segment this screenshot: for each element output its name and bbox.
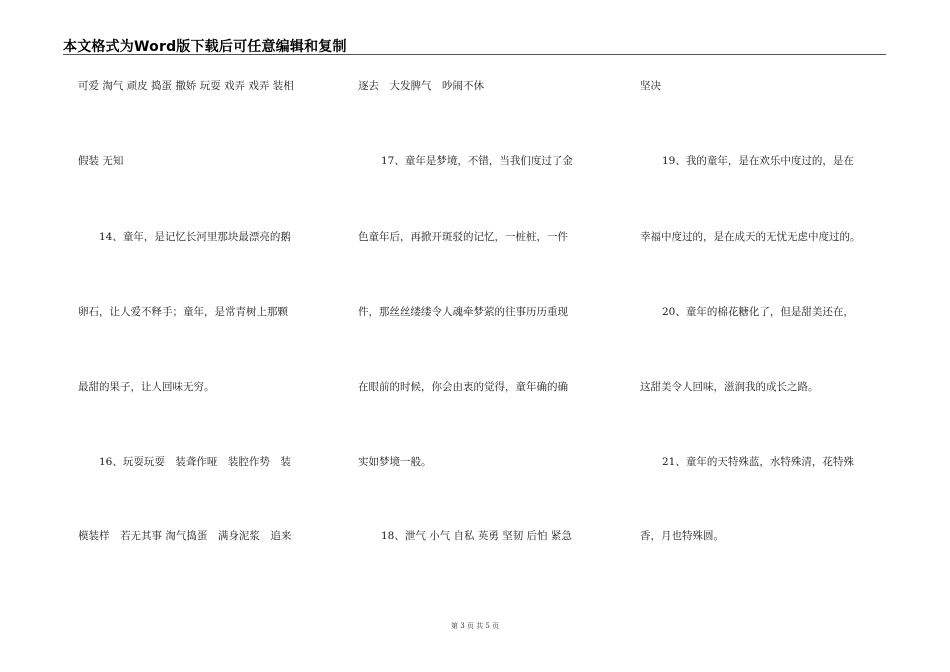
text-line: 21、童年的天特殊蓝，水特殊清，花特殊 bbox=[662, 456, 854, 468]
text-line: 坚决 bbox=[640, 80, 661, 92]
text-line: 14、童年，是记忆长河里那块最漂亮的鹅 bbox=[99, 231, 291, 243]
text-line: 这甜美令人回味，滋润我的成长之路。 bbox=[640, 381, 819, 393]
text-line: 色童年后，再掀开斑驳的记忆，一桩桩，一件 bbox=[358, 231, 568, 243]
text-line: 可爱 淘气 顽皮 捣蛋 撒娇 玩耍 戏弄 戏弄 装相 bbox=[78, 80, 294, 92]
text-line: 幸福中度过的，是在成天的无忧无虑中度过的。 bbox=[640, 231, 861, 243]
document-header-title: 本文格式为Word版下载后可任意编辑和复制 bbox=[63, 39, 347, 55]
page-number: 第 3 页 共 5 页 bbox=[450, 622, 500, 630]
text-line: 在眼前的时候，你会由衷的觉得，童年确的确 bbox=[358, 381, 568, 393]
text-line: 假装 无知 bbox=[78, 155, 124, 167]
text-line: 17、童年是梦境，不错，当我们度过了金 bbox=[381, 155, 573, 167]
text-line: 逐去 大发脾气 吵闹不休 bbox=[358, 80, 484, 92]
text-line: 20、童年的棉花糖化了，但是甜美还在， bbox=[662, 306, 854, 318]
text-line: 卵石，让人爱不释手；童年，是常青树上那颗 bbox=[78, 306, 288, 318]
text-line: 18、泄气 小气 自私 英勇 坚韧 后怕 紧急 bbox=[381, 530, 572, 542]
text-line: 香，月也特殊圆。 bbox=[640, 530, 724, 542]
text-line: 19、我的童年，是在欢乐中度过的，是在 bbox=[662, 155, 854, 167]
text-line: 最甜的果子，让人回味无穷。 bbox=[78, 381, 215, 393]
text-line: 件，那丝丝缕缕令人魂牵梦萦的往事历历重现 bbox=[358, 306, 568, 318]
text-line: 实如梦境一般。 bbox=[358, 456, 432, 468]
text-line: 模装样 若无其事 淘气捣蛋 满身泥浆 追来 bbox=[78, 530, 292, 542]
text-line: 16、玩耍玩耍 装聋作哑 装腔作势 装 bbox=[99, 456, 291, 468]
header-divider bbox=[63, 54, 886, 55]
